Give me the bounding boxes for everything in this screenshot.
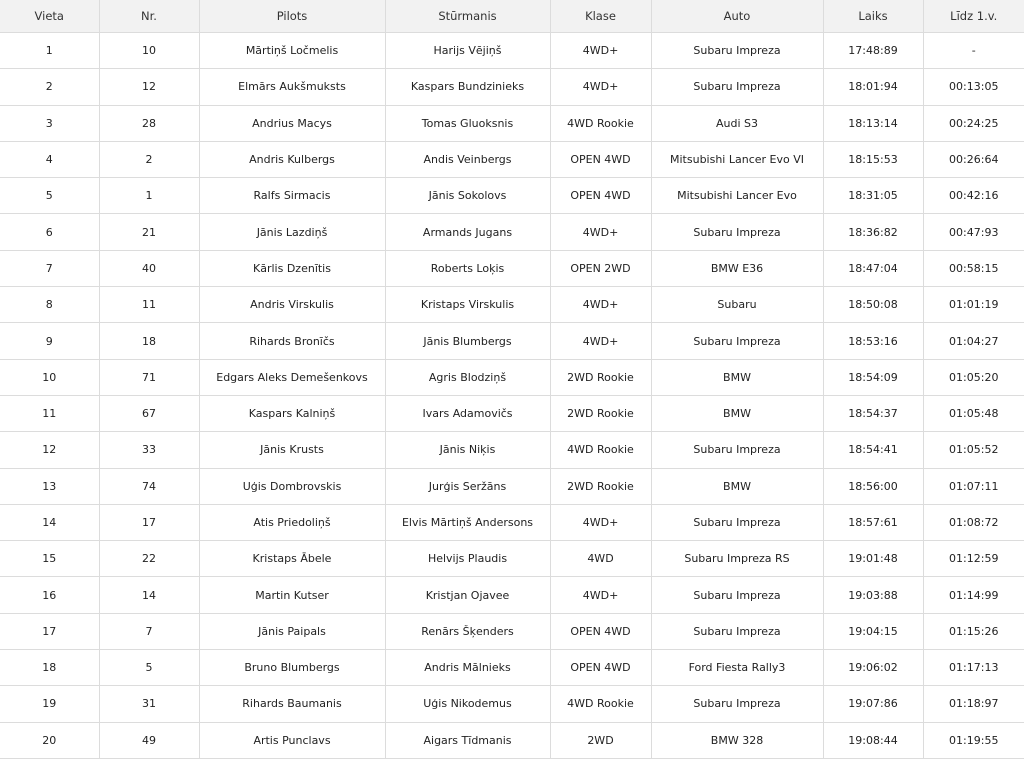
class-cell: 4WD+ <box>550 287 651 323</box>
column-header-sturmanis[interactable]: Stūrmanis <box>385 0 550 33</box>
position-cell: 7 <box>0 250 99 286</box>
position-cell: 4 <box>0 141 99 177</box>
driver-cell: Uģis Dombrovskis <box>199 468 385 504</box>
codriver-cell: Renārs Šķenders <box>385 613 550 649</box>
position-cell: 15 <box>0 541 99 577</box>
time-cell: 18:36:82 <box>823 214 923 250</box>
number-cell: 10 <box>99 33 199 69</box>
car-cell: Subaru Impreza RS <box>651 541 823 577</box>
car-cell: Subaru Impreza <box>651 69 823 105</box>
gap-cell: 00:42:16 <box>923 178 1024 214</box>
number-cell: 17 <box>99 504 199 540</box>
table-row <box>0 359 1024 395</box>
codriver-cell: Armands Jugans <box>385 214 550 250</box>
time-cell: 18:54:09 <box>823 359 923 395</box>
car-cell: BMW 328 <box>651 722 823 758</box>
driver-cell: Jānis Krusts <box>199 432 385 468</box>
column-header-nr[interactable]: Nr. <box>99 0 199 33</box>
time-cell: 18:31:05 <box>823 178 923 214</box>
number-cell: 31 <box>99 686 199 722</box>
table-row <box>0 686 1024 722</box>
time-cell: 19:07:86 <box>823 686 923 722</box>
time-cell: 19:08:44 <box>823 722 923 758</box>
driver-cell: Elmārs Aukšmuksts <box>199 69 385 105</box>
car-cell: BMW <box>651 395 823 431</box>
gap-cell: 01:05:52 <box>923 432 1024 468</box>
class-cell: 4WD+ <box>550 33 651 69</box>
car-cell: Subaru Impreza <box>651 686 823 722</box>
column-header-laiks[interactable]: Laiks <box>823 0 923 33</box>
position-cell: 8 <box>0 287 99 323</box>
driver-cell: Mārtiņš Ločmelis <box>199 33 385 69</box>
gap-cell: 01:07:11 <box>923 468 1024 504</box>
number-cell: 40 <box>99 250 199 286</box>
number-cell: 21 <box>99 214 199 250</box>
codriver-cell: Jānis Niķis <box>385 432 550 468</box>
table-row <box>0 650 1024 686</box>
table-row <box>0 504 1024 540</box>
time-cell: 18:47:04 <box>823 250 923 286</box>
car-cell: BMW <box>651 468 823 504</box>
table-row <box>0 432 1024 468</box>
table-row <box>0 613 1024 649</box>
number-cell: 71 <box>99 359 199 395</box>
time-cell: 18:54:37 <box>823 395 923 431</box>
position-cell: 3 <box>0 105 99 141</box>
table-row <box>0 468 1024 504</box>
table-row <box>0 287 1024 323</box>
number-cell: 5 <box>99 650 199 686</box>
column-header-vieta[interactable]: Vieta <box>0 0 99 33</box>
time-cell: 17:48:89 <box>823 33 923 69</box>
class-cell: 4WD+ <box>550 323 651 359</box>
class-cell: 4WD Rookie <box>550 686 651 722</box>
codriver-cell: Jānis Blumbergs <box>385 323 550 359</box>
table-row <box>0 577 1024 613</box>
position-cell: 14 <box>0 504 99 540</box>
column-header-klase[interactable]: Klase <box>550 0 651 33</box>
position-cell: 9 <box>0 323 99 359</box>
codriver-cell: Aigars Tīdmanis <box>385 722 550 758</box>
column-header-auto[interactable]: Auto <box>651 0 823 33</box>
class-cell: OPEN 4WD <box>550 613 651 649</box>
position-cell: 12 <box>0 432 99 468</box>
class-cell: 4WD Rookie <box>550 105 651 141</box>
time-cell: 19:03:88 <box>823 577 923 613</box>
driver-cell: Andris Kulbergs <box>199 141 385 177</box>
car-cell: Subaru Impreza <box>651 504 823 540</box>
class-cell: 4WD+ <box>550 69 651 105</box>
codriver-cell: Uģis Nikodemus <box>385 686 550 722</box>
results-body <box>0 33 1024 759</box>
number-cell: 11 <box>99 287 199 323</box>
car-cell: Audi S3 <box>651 105 823 141</box>
table-row <box>0 722 1024 758</box>
car-cell: Ford Fiesta Rally3 <box>651 650 823 686</box>
table-row <box>0 69 1024 105</box>
gap-cell: 01:17:13 <box>923 650 1024 686</box>
codriver-cell: Jurģis Seržāns <box>385 468 550 504</box>
class-cell: 4WD Rookie <box>550 432 651 468</box>
driver-cell: Jānis Paipals <box>199 613 385 649</box>
class-cell: OPEN 4WD <box>550 141 651 177</box>
position-cell: 20 <box>0 722 99 758</box>
gap-cell: 01:14:99 <box>923 577 1024 613</box>
gap-cell: 01:18:97 <box>923 686 1024 722</box>
table-row <box>0 323 1024 359</box>
codriver-cell: Andis Veinbergs <box>385 141 550 177</box>
car-cell: Subaru Impreza <box>651 323 823 359</box>
position-cell: 19 <box>0 686 99 722</box>
class-cell: 2WD Rookie <box>550 359 651 395</box>
table-row <box>0 33 1024 69</box>
number-cell: 2 <box>99 141 199 177</box>
gap-cell: 01:15:26 <box>923 613 1024 649</box>
driver-cell: Andrius Macys <box>199 105 385 141</box>
class-cell: OPEN 4WD <box>550 178 651 214</box>
gap-cell: 01:01:19 <box>923 287 1024 323</box>
number-cell: 18 <box>99 323 199 359</box>
driver-cell: Andris Virskulis <box>199 287 385 323</box>
codriver-cell: Harijs Vējiņš <box>385 33 550 69</box>
position-cell: 6 <box>0 214 99 250</box>
number-cell: 1 <box>99 178 199 214</box>
class-cell: 4WD+ <box>550 504 651 540</box>
time-cell: 18:57:61 <box>823 504 923 540</box>
column-header-pilots[interactable]: Pilots <box>199 0 385 33</box>
gap-cell: - <box>923 33 1024 69</box>
time-cell: 19:04:15 <box>823 613 923 649</box>
gap-cell: 01:04:27 <box>923 323 1024 359</box>
gap-cell: 00:58:15 <box>923 250 1024 286</box>
gap-cell: 01:05:20 <box>923 359 1024 395</box>
driver-cell: Rihards Baumanis <box>199 686 385 722</box>
codriver-cell: Tomas Gluoksnis <box>385 105 550 141</box>
gap-cell: 00:47:93 <box>923 214 1024 250</box>
driver-cell: Edgars Aleks Demešenkovs <box>199 359 385 395</box>
gap-cell: 00:26:64 <box>923 141 1024 177</box>
gap-cell: 01:19:55 <box>923 722 1024 758</box>
time-cell: 19:01:48 <box>823 541 923 577</box>
time-cell: 19:06:02 <box>823 650 923 686</box>
position-cell: 18 <box>0 650 99 686</box>
car-cell: Mitsubishi Lancer Evo <box>651 178 823 214</box>
codriver-cell: Kristaps Virskulis <box>385 287 550 323</box>
car-cell: Mitsubishi Lancer Evo VI <box>651 141 823 177</box>
table-row <box>0 250 1024 286</box>
codriver-cell: Kristjan Ojavee <box>385 577 550 613</box>
number-cell: 67 <box>99 395 199 431</box>
number-cell: 7 <box>99 613 199 649</box>
time-cell: 18:13:14 <box>823 105 923 141</box>
car-cell: Subaru Impreza <box>651 613 823 649</box>
position-cell: 1 <box>0 33 99 69</box>
driver-cell: Kaspars Kalniņš <box>199 395 385 431</box>
number-cell: 22 <box>99 541 199 577</box>
position-cell: 10 <box>0 359 99 395</box>
number-cell: 14 <box>99 577 199 613</box>
gap-cell: 01:12:59 <box>923 541 1024 577</box>
gap-cell: 01:08:72 <box>923 504 1024 540</box>
number-cell: 12 <box>99 69 199 105</box>
driver-cell: Rihards Bronīčs <box>199 323 385 359</box>
header-row <box>0 0 1024 33</box>
time-cell: 18:56:00 <box>823 468 923 504</box>
number-cell: 33 <box>99 432 199 468</box>
driver-cell: Jānis Lazdiņš <box>199 214 385 250</box>
time-cell: 18:54:41 <box>823 432 923 468</box>
number-cell: 74 <box>99 468 199 504</box>
codriver-cell: Roberts Loķis <box>385 250 550 286</box>
class-cell: 4WD+ <box>550 214 651 250</box>
car-cell: BMW E36 <box>651 250 823 286</box>
codriver-cell: Jānis Sokolovs <box>385 178 550 214</box>
codriver-cell: Ivars Adamovičs <box>385 395 550 431</box>
table-row <box>0 395 1024 431</box>
gap-cell: 01:05:48 <box>923 395 1024 431</box>
time-cell: 18:15:53 <box>823 141 923 177</box>
position-cell: 13 <box>0 468 99 504</box>
table-row <box>0 214 1024 250</box>
time-cell: 18:50:08 <box>823 287 923 323</box>
class-cell: 2WD Rookie <box>550 395 651 431</box>
driver-cell: Bruno Blumbergs <box>199 650 385 686</box>
position-cell: 2 <box>0 69 99 105</box>
table-row <box>0 141 1024 177</box>
number-cell: 49 <box>99 722 199 758</box>
car-cell: Subaru Impreza <box>651 577 823 613</box>
car-cell: Subaru <box>651 287 823 323</box>
driver-cell: Kārlis Dzenītis <box>199 250 385 286</box>
driver-cell: Kristaps Ābele <box>199 541 385 577</box>
position-cell: 16 <box>0 577 99 613</box>
class-cell: OPEN 2WD <box>550 250 651 286</box>
car-cell: Subaru Impreza <box>651 214 823 250</box>
class-cell: 4WD+ <box>550 577 651 613</box>
codriver-cell: Agris Blodziņš <box>385 359 550 395</box>
class-cell: 4WD <box>550 541 651 577</box>
position-cell: 11 <box>0 395 99 431</box>
table-row <box>0 105 1024 141</box>
car-cell: Subaru Impreza <box>651 432 823 468</box>
car-cell: Subaru Impreza <box>651 33 823 69</box>
codriver-cell: Elvis Mārtiņš Andersons <box>385 504 550 540</box>
class-cell: 2WD Rookie <box>550 468 651 504</box>
driver-cell: Artis Punclavs <box>199 722 385 758</box>
table-row <box>0 541 1024 577</box>
car-cell: BMW <box>651 359 823 395</box>
column-header-lidz-1v[interactable]: Līdz 1.v. <box>923 0 1024 33</box>
class-cell: OPEN 4WD <box>550 650 651 686</box>
table-row <box>0 178 1024 214</box>
gap-cell: 00:24:25 <box>923 105 1024 141</box>
time-cell: 18:01:94 <box>823 69 923 105</box>
driver-cell: Ralfs Sirmacis <box>199 178 385 214</box>
position-cell: 5 <box>0 178 99 214</box>
driver-cell: Atis Priedoliņš <box>199 504 385 540</box>
class-cell: 2WD <box>550 722 651 758</box>
codriver-cell: Andris Mālnieks <box>385 650 550 686</box>
codriver-cell: Kaspars Bundzinieks <box>385 69 550 105</box>
number-cell: 28 <box>99 105 199 141</box>
time-cell: 18:53:16 <box>823 323 923 359</box>
position-cell: 17 <box>0 613 99 649</box>
codriver-cell: Helvijs Plaudis <box>385 541 550 577</box>
gap-cell: 00:13:05 <box>923 69 1024 105</box>
driver-cell: Martin Kutser <box>199 577 385 613</box>
